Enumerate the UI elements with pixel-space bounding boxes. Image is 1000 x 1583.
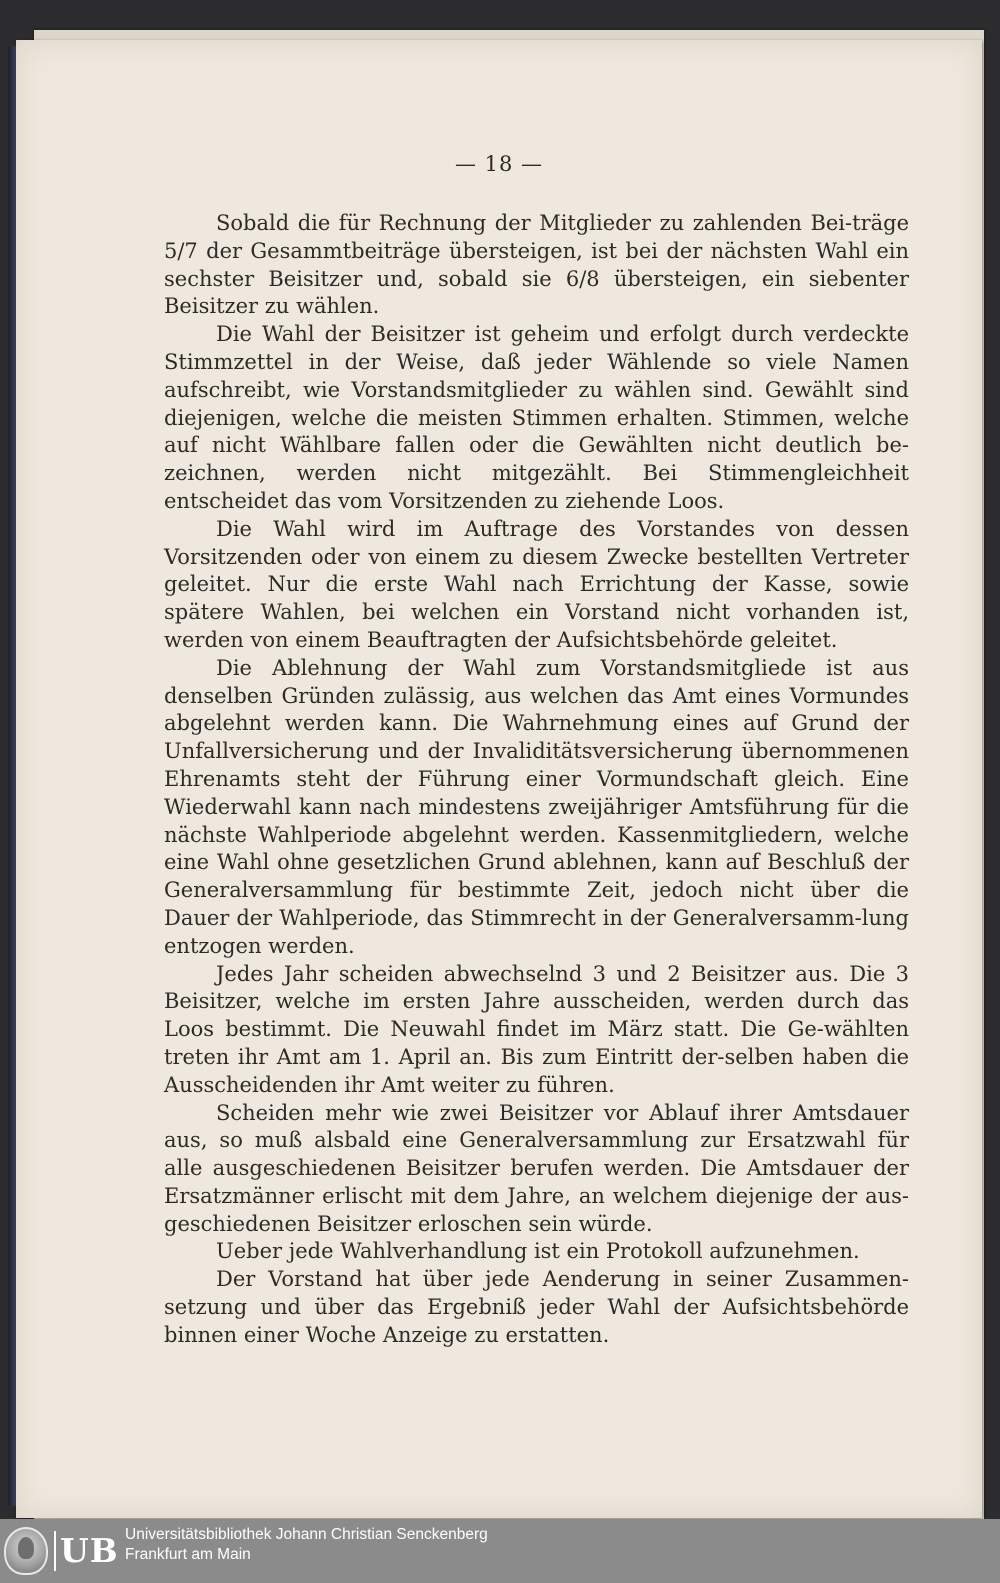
library-name-line-2: Frankfurt am Main <box>125 1546 251 1563</box>
library-emblem-icon <box>4 1527 48 1575</box>
paragraph-7: Ueber jede Wahlverhandlung ist ein Protokoll aufzunehmen. <box>216 1239 860 1264</box>
logo-mark: UB <box>54 1531 119 1571</box>
paragraph-5: Jedes Jahr scheiden abwechselnd 3 und 2 Beisitzer aus. Die 3 Beisitzer, welche im ersten Jahre ausscheiden, werden durch das Loos bestimmt. Die Neuwahl findet im März statt. Die Ge-wählten treten ihr Amt am 1. April an. Bis zum Eintritt der-selben haben die Ausscheidenden ihr Amt weiter zu führen. <box>164 961 909 1097</box>
paragraph-8: Der Vorstand hat über jede Aenderung in seiner Zusammen-setzung und über das Ergebniß jeder Wahl der Aufsichtsbehörde binnen einer Woche Anzeige zu erstatten. <box>164 1267 909 1347</box>
paragraph-4: Die Ablehnung der Wahl zum Vorstandsmitgliede ist aus denselben Gründen zulässig, aus welchen das Amt eines Vormundes abgelehnt werden kann. Die Wahrnehmung eines auf Grund der Unfallversicherung und der Invaliditätsversicherung übernommenen Ehrenamts steht der Führung einer Vormundschaft gleich. Eine Wiederwahl kann nach mindestens zweijähriger Amtsführung für die nächste Wahlperiode abgelehnt werden. Kassenmitgliedern, welche eine Wahl ohne gesetzlichen Grund ablehnen, kann auf Beschluß der Generalversammlung für bestimmte Zeit, jedoch nicht über die Dauer der Wahlperiode, das Stimmrecht in der Generalversamm-lung entzogen werden. <box>164 655 909 958</box>
library-name-line-1: Universitätsbibliothek Johann Christian Senckenberg <box>125 1526 488 1543</box>
library-footer <box>0 1519 1000 1583</box>
paragraph-1: Sobald die für Rechnung der Mitglieder zu zahlenden Bei-träge 5/7 der Gesammtbeiträge übersteigen, ist bei der nächsten Wahl ein sechster Beisitzer und, sobald sie 6/8 übersteigen, ein siebenter Beisitzer zu wählen. <box>164 211 909 319</box>
body-text <box>164 210 909 1350</box>
paragraph-3: Die Wahl wird im Auftrage des Vorstandes von dessen Vorsitzenden oder von einem zu diesem Zwecke bestellten Vertreter geleitet. Nur die erste Wahl nach Errichtung der Kasse, sowie spätere Wahlen, bei welchen ein Vorstand nicht vorhanden ist, werden von einem Beauftragten der Aufsichtsbehörde geleitet. <box>164 516 909 652</box>
page-number: — 18 — <box>454 152 544 176</box>
library-logo[interactable] <box>4 1525 120 1577</box>
scanned-page <box>16 40 982 1518</box>
paragraph-6: Scheiden mehr wie zwei Beisitzer vor Ablauf ihrer Amtsdauer aus, so muß alsbald eine Generalversammlung zur Ersatzwahl für alle ausgeschiedenen Beisitzer berufen werden. Die Amtsdauer der Ersatzmänner erlischt mit dem Jahre, an welchem diejenige der aus-geschiedenen Beisitzer erloschen sein würde. <box>164 1100 909 1236</box>
paragraph-2: Die Wahl der Beisitzer ist geheim und erfolgt durch verdeckte Stimmzettel in der Weise, daß jeder Wählende so viele Namen aufschreibt, wie Vorstandsmitglieder zu wählen sind. Gewählt sind diejenigen, welche die meisten Stimmen erhalten. Stimmen, welche auf nicht Wählbare fallen oder die Gewählten nicht deutlich be-zeichnen, werden nicht mitgezählt. Bei Stimmengleichheit entscheidet das vom Vorsitzenden zu ziehende Loos. <box>164 322 909 513</box>
library-name <box>125 1525 488 1565</box>
